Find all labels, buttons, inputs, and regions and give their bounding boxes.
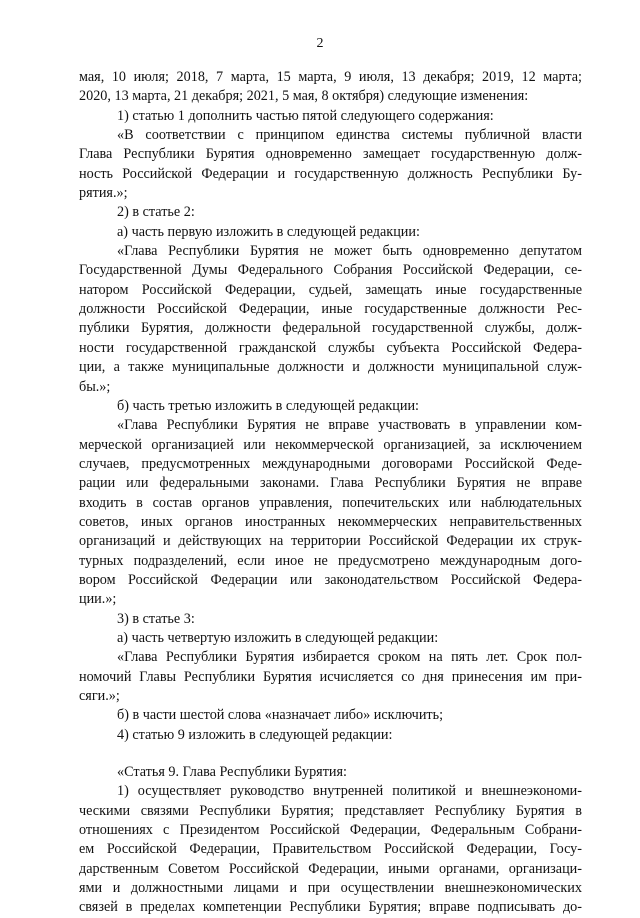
text-line: «Статья 9. Глава Республики Бурятия: <box>117 764 347 781</box>
text-line: вором Российской Федерации или законодательством Российской Федера- <box>79 571 582 588</box>
text-line: бы.»; <box>79 378 111 395</box>
document-body <box>79 68 582 918</box>
text-line: б) в части шестой слова «назначает либо» исключить; <box>117 707 444 724</box>
page-number: 2 <box>316 36 324 51</box>
text-line: 2) в статье 2: <box>117 204 195 221</box>
text-line: ность Российской Федерации и государственную должность Республики Бу- <box>79 165 582 182</box>
text-line: ности государственной гражданской службы субъекта Российской Федера- <box>79 339 582 356</box>
text-line: ем Российской Федерации, Правительством Российской Федерации, Госу- <box>79 841 582 858</box>
text-line: «Глава Республики Бурятия не вправе участвовать в управлении ком- <box>117 417 582 434</box>
text-line: «Глава Республики Бурятия не может быть одновременно депутатом <box>117 243 582 260</box>
text-line: натором Российской Федерации, судьей, замещать иные государственные <box>79 281 582 298</box>
text-line: организаций и действующих на территории Российской Федерации их струк- <box>79 533 582 550</box>
text-line: б) часть третью изложить в следующей редакции: <box>117 397 419 414</box>
text-line: Государственной Думы Федерального Собрания Российской Федерации, се- <box>79 262 582 279</box>
text-line: мая, 10 июля; 2018, 7 марта, 15 марта, 9 июля, 13 декабря; 2019, 12 марта; <box>79 69 582 85</box>
text-line: а) часть первую изложить в следующей редакции: <box>117 223 420 240</box>
text-line: турных подразделений, если иное не предусмотрено международным дого- <box>79 552 582 569</box>
text-line: а) часть четвертую изложить в следующей редакции: <box>117 629 439 646</box>
text-line: дарственным Советом Российской Федерации, иными органами, организаци- <box>79 860 582 877</box>
text-line: советов, иных органов иностранных некоммерческих неправительственных <box>79 513 582 530</box>
text-line: номочий Главы Республики Бурятия исчисляется со дня принесения им при- <box>79 668 582 685</box>
text-line: ции.»; <box>79 591 117 608</box>
text-line: рации или федеральными законами. Глава Республики Бурятия не вправе <box>79 475 582 492</box>
text-line: 2020, 13 марта, 21 декабря; 2021, 5 мая, 8 октября) следующие изменения: <box>79 88 529 105</box>
text-line: должности Российской Федерации, иные государственные должности Рес- <box>79 301 582 318</box>
text-line: 3) в статье 3: <box>117 610 195 627</box>
text-line: отношениях с Президентом Российской Федерации, Федеральным Собрани- <box>79 822 582 839</box>
text-line: 1) статью 1 дополнить частью пятой следующего содержания: <box>117 107 494 124</box>
text-line: «Глава Республики Бурятия избирается сроком на пять лет. Срок пол- <box>117 649 582 666</box>
paragraph-gap <box>79 745 582 763</box>
text-line: входить в состав органов управления, попечительских или наблюдательных <box>79 494 582 511</box>
text-line: Глава Республики Бурятия одновременно замещает государственную долж- <box>79 146 582 163</box>
text-line: «В соответствии с принципом единства системы публичной власти <box>117 127 582 144</box>
text-line: 1) осуществляет руководство внутренней политикой и внешнеэкономи- <box>117 783 582 800</box>
text-line: случаев, предусмотренных международными договорами Российской Феде- <box>79 455 582 472</box>
text-line: мерческой организацией или некоммерческой организацией, за исключением <box>79 436 582 453</box>
text-line: рятия.»; <box>79 185 128 202</box>
text-line: публики Бурятия, должности федеральной государственной службы, долж- <box>79 320 582 337</box>
text-line: ции, а также муниципальные должности и должности муниципальной служ- <box>79 359 582 376</box>
text-line: 4) статью 9 изложить в следующей редакции: <box>117 726 393 743</box>
text-line: ческими связями Республики Бурятия; представляет Республику Бурятия в <box>79 802 582 819</box>
text-line: связей в пределах компетенции Республики Бурятия; вправе подписывать до- <box>79 899 582 916</box>
text-line: сяги.»; <box>79 688 120 704</box>
text-line: ями и должностными лицами и при осуществлении внешнеэкономических <box>79 880 582 897</box>
